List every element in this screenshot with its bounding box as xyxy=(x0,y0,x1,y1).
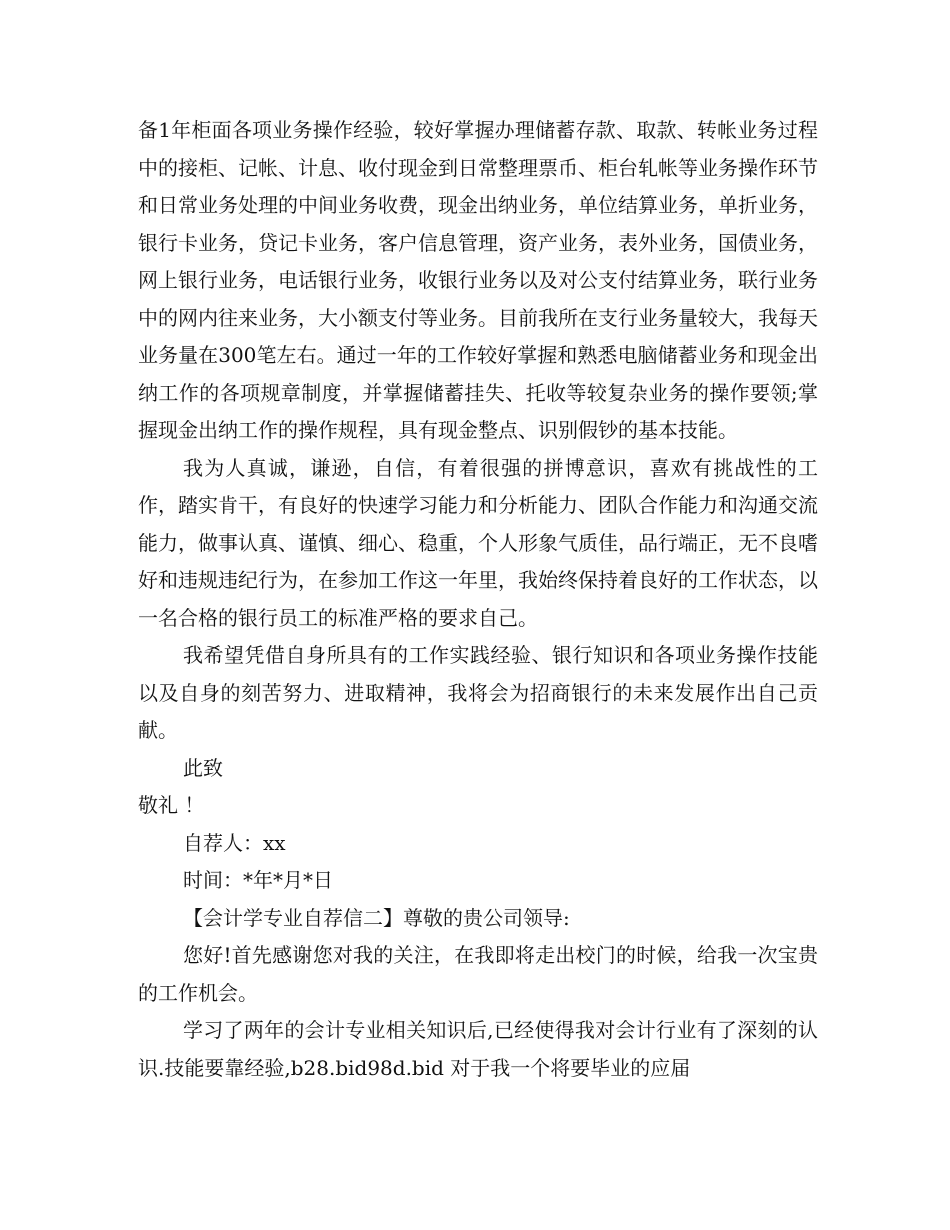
closing-salutation-1: 此致 xyxy=(183,755,223,780)
paragraph-aspiration: 我希望凭借自身所具有的工作实践经验、银行知识和各项业务操作技能以及自身的刻苦努力、进取精神，我将会为招商银行的未来发展作出自己贡献。 xyxy=(138,643,818,742)
closing-salutation-2: 敬礼 ！ xyxy=(138,793,205,817)
signer-line: 自荐人：xx xyxy=(183,830,286,855)
second-letter-greeting: 您好!首先感谢您对我的关注，在我即将走出校门的时候，给我一次宝贵的工作机会。 xyxy=(138,943,818,1005)
second-letter-heading: 【会计学专业自荐信二】尊敬的贵公司领导: xyxy=(183,905,570,930)
second-letter-body: 学习了两年的会计专业相关知识后,已经使得我对会计行业有了深刻的认识.技能要靠经验,b28.bid98d.bid 对于我一个将要毕业的应届 xyxy=(138,1018,818,1080)
paragraph-banking-experience: 备1年柜面各项业务操作经验，较好掌握办理储蓄存款、取款、转帐业务过程中的接柜、记帐、计息、收付现金到日常整理票币、柜台轧帐等业务操作环节和日常业务处理的中间业务收费，现金出纳业务，单位结算业务，单折业务，银行卡业务，贷记卡业务，客户信息管理，资产业务，表外业务，国债业务，网上银行业务，电话银行业务，收银行业务以及对公支付结算业务，联行业务中的网内往来业务，大小额支付等业务。目前我所在支行业务量较大，我每天业务量在300笔左右。通过一年的工作较好掌握和熟悉电脑储蓄业务和现金出纳工作的各项规章制度，并掌握储蓄挂失、托收等较复杂业务的操作要领;掌握现金出纳工作的操作规程，具有现金整点、识别假钞的基本技能。 xyxy=(138,118,818,442)
document-body xyxy=(138,112,818,1087)
paragraph-personal-qualities: 我为人真诚，谦逊，自信，有着很强的拼博意识，喜欢有挑战性的工作，踏实肯干，有良好的快速学习能力和分析能力、团队合作能力和沟通交流能力，做事认真、谨慎、细心、稳重，个人形象气质佳，品行端正，无不良嗜好和违规违纪行为，在参加工作这一年里，我始终保持着良好的工作状态，以一名合格的银行员工的标准严格的要求自己。 xyxy=(138,455,818,630)
date-line: 时间：*年*月*日 xyxy=(183,868,333,892)
